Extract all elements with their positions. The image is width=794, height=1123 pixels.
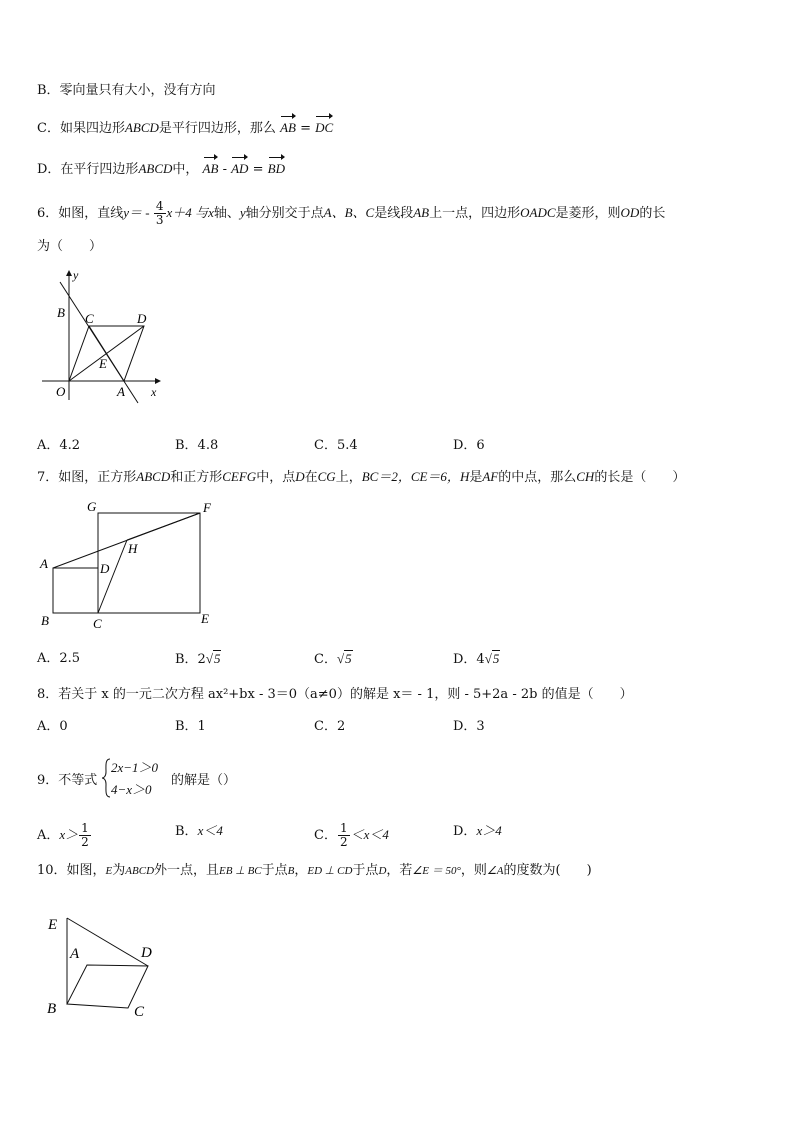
option-d-minus: -: [218, 162, 232, 177]
q7-option-c-prefix: C．: [314, 652, 337, 667]
q7-text: [37, 468, 685, 487]
q6-frac-num: 4: [155, 199, 164, 213]
option-b-text: B．零向量只有大小，没有方向: [37, 83, 216, 98]
q7-text-e: 上，: [335, 470, 362, 485]
label-a: A: [117, 384, 125, 399]
q9-option-d: [453, 822, 502, 841]
option-c-prefix: C．如果四边形: [37, 121, 125, 136]
parallelogram-abcd: [67, 965, 148, 1008]
label-o: O: [56, 384, 66, 399]
sqrt-icon: √5: [205, 651, 221, 666]
q10-figure: [40, 905, 170, 1030]
label-b: B: [47, 1001, 57, 1017]
label-f: F: [203, 500, 211, 515]
q9-option-b-expr: x＜4: [197, 823, 223, 838]
q7-text-h: 的长是（ ）: [594, 470, 686, 485]
label-a: A: [40, 556, 48, 571]
label-e: E: [48, 917, 58, 933]
q6-od: OD: [620, 205, 640, 220]
q6-line1: 6．如图，直线y＝ - $\frac{4}{3}$ x＋4 与x轴、y轴分别交于点A、B、C是线段AB上一点，四边形OADC是菱形，则OD的长: [37, 199, 666, 227]
segment-ch: [98, 540, 127, 613]
q7-cg: CG: [317, 469, 336, 484]
q7-option-b-prefix: B．2: [175, 652, 206, 667]
q9-option-a-var: x＞: [59, 827, 79, 842]
q9-option-c: [314, 822, 389, 849]
q9-option-a-frac: [79, 822, 91, 849]
q6-points: A、B、C: [323, 205, 375, 220]
q6-option-c: C．5.4: [314, 438, 358, 453]
label-b: B: [57, 305, 65, 320]
label-d: D: [100, 561, 110, 576]
q7-option-b-rad: 5: [213, 651, 221, 666]
option-d-eq: =: [248, 162, 268, 177]
label-e: E: [99, 356, 107, 371]
q6-text-b: x＋4 与: [166, 205, 209, 220]
diagonal-ca: [89, 326, 124, 381]
q8-text: 8．若关于 x 的一元二次方程 ax²+bx - 3＝0（a≠0）的解是 x＝ - 1，则 - 5+2a - 2b 的值是（ ）: [37, 687, 633, 702]
option-d-text: [37, 160, 285, 179]
q9-option-a: [37, 822, 92, 849]
q8-option-c: C．2: [314, 719, 346, 734]
label-e: E: [201, 611, 209, 626]
q9-ineq1: 2x−1＞0: [111, 760, 159, 775]
q7-text-f: 是: [469, 470, 483, 485]
q6-text-d: 轴分别交于点: [245, 206, 324, 221]
vector-ab: AB: [202, 161, 219, 176]
option-d-mid: 中，: [172, 162, 199, 177]
q10-text-h: ，则: [460, 863, 487, 878]
q6-figure: [40, 265, 170, 405]
square-cefg: [98, 513, 200, 613]
label-c: C: [134, 1004, 145, 1020]
q10-text-c: 外一点，且: [154, 863, 220, 878]
q6-text-a: 6．如图，直线: [37, 206, 124, 221]
q7-d: D: [295, 469, 305, 484]
option-c-abcd: ABCD: [124, 120, 159, 135]
sqrt-icon: √5: [484, 651, 500, 666]
q9-option-a-prefix: A．: [37, 828, 60, 843]
q8-option-b: B．1: [175, 719, 206, 734]
q9-option-c-den: 2: [339, 835, 348, 849]
q10-d: D: [378, 865, 387, 877]
q6-text-c: 轴、: [213, 206, 240, 221]
q9-option-a-den: 2: [81, 835, 89, 849]
vector-bd: BD: [267, 161, 285, 176]
q9-option-b-prefix: B．: [175, 824, 198, 839]
q10-e: E: [105, 865, 113, 877]
q6-option-d: D．6: [453, 438, 485, 453]
q7-option-d-rad: 5: [492, 651, 500, 666]
q9-suffix: 的解是（）: [171, 773, 237, 788]
brace-icon: [101, 758, 111, 798]
label-h: H: [128, 541, 138, 556]
q7-bc: BC＝2，CE＝6，: [361, 469, 460, 484]
q10-text-e: ，: [294, 863, 308, 878]
option-d-prefix: D．在平行四边形: [37, 162, 139, 177]
q6-ab: AB: [413, 205, 430, 220]
sqrt-icon: √5: [336, 651, 352, 666]
q6-oadc: OADC: [520, 205, 556, 220]
q7-text-c: 中，点: [256, 470, 296, 485]
q10-angle-a: ∠A: [486, 865, 504, 877]
q9-option-d-prefix: D．: [453, 824, 477, 839]
q6-option-b: B．4.8: [175, 438, 219, 453]
q10-text-i: 的度数为( ): [503, 863, 592, 878]
vector-dc: DC: [315, 120, 334, 135]
q6-fraction: [154, 200, 166, 227]
q10-text-b: 为: [112, 863, 126, 878]
q7-af: AF: [482, 469, 499, 484]
q6-text-h: 的长: [639, 206, 666, 221]
label-d: D: [141, 945, 152, 961]
q6-y-eq: y＝ -: [123, 205, 153, 220]
q10-eb-bc: EB ⊥ BC: [219, 865, 262, 877]
q8-option-a: A．0: [37, 719, 68, 734]
option-d-abcd: ABCD: [138, 161, 173, 176]
q7-cefg: CEFG: [222, 469, 257, 484]
label-c: C: [85, 311, 94, 326]
q10-text-a: 10．如图，: [37, 863, 106, 878]
label-g: G: [87, 499, 97, 514]
q7-text-d: 在: [304, 470, 318, 485]
q7-figure: [38, 497, 218, 632]
q7-text-b: 和正方形: [170, 470, 223, 485]
q9-option-c-expr: ＜x＜4: [350, 827, 389, 842]
option-c-text: [37, 119, 333, 138]
q10-text: [37, 862, 592, 880]
q7-text-a: 7．如图，正方形: [37, 470, 137, 485]
option-c-mid: 是平行四边形，那么: [158, 121, 276, 136]
label-y: y: [73, 268, 79, 282]
q7-option-d: [453, 650, 500, 669]
q9-option-d-expr: x＞4: [476, 823, 502, 838]
q7-option-a: A．2.5: [37, 651, 81, 666]
q8-option-d: D．3: [453, 719, 485, 734]
q9-prefix: 9．不等式: [37, 773, 98, 788]
q10-angle-e: ∠E ＝ 50°: [412, 865, 461, 877]
vector-ad: AD: [231, 161, 249, 176]
q10-text-g: ，若: [386, 863, 413, 878]
label-a: A: [70, 946, 80, 962]
q6-text-e: 是线段: [374, 206, 414, 221]
q7-ch: CH: [576, 469, 595, 484]
q7-h: H: [459, 469, 470, 484]
q6-frac-den: 3: [155, 213, 164, 227]
q9-option-c-prefix: C．: [314, 828, 337, 843]
q10-abcd: ABCD: [125, 865, 155, 877]
label-c: C: [93, 616, 102, 631]
option-c-eq: =: [295, 121, 316, 136]
q7-option-c-rad: 5: [345, 651, 352, 666]
q9-option-b: [175, 822, 223, 841]
q7-option-c: [314, 650, 353, 669]
q6-line2: 为（ ）: [37, 239, 103, 254]
q10-ed-cd: ED ⊥ CD: [307, 865, 353, 877]
label-x: x: [151, 385, 157, 399]
q6-text-f: 上一点，四边形: [429, 206, 521, 221]
label-d: D: [137, 311, 147, 326]
q7-option-d-prefix: D．4: [453, 652, 485, 667]
q10-b: B: [287, 865, 295, 877]
q9-ineq2: 4−x＞0: [111, 782, 152, 797]
vector-ab: AB: [280, 120, 296, 135]
q7-text-g: 的中点，那么: [498, 470, 577, 485]
q9-option-c-num: 1: [339, 821, 348, 835]
segment-hf: [127, 513, 200, 540]
q10-text-f: 于点: [352, 863, 379, 878]
q7-option-b: [175, 650, 221, 669]
q7-abcd: ABCD: [136, 469, 171, 484]
q6-option-a: A．4.2: [37, 438, 81, 453]
q6-text-g: 是菱形，则: [555, 206, 621, 221]
square-abcd: [53, 568, 98, 613]
q10-text-d: 于点: [261, 863, 288, 878]
q9-option-c-frac: [338, 822, 350, 849]
label-b: B: [41, 613, 49, 628]
q9-option-a-num: 1: [81, 821, 89, 835]
